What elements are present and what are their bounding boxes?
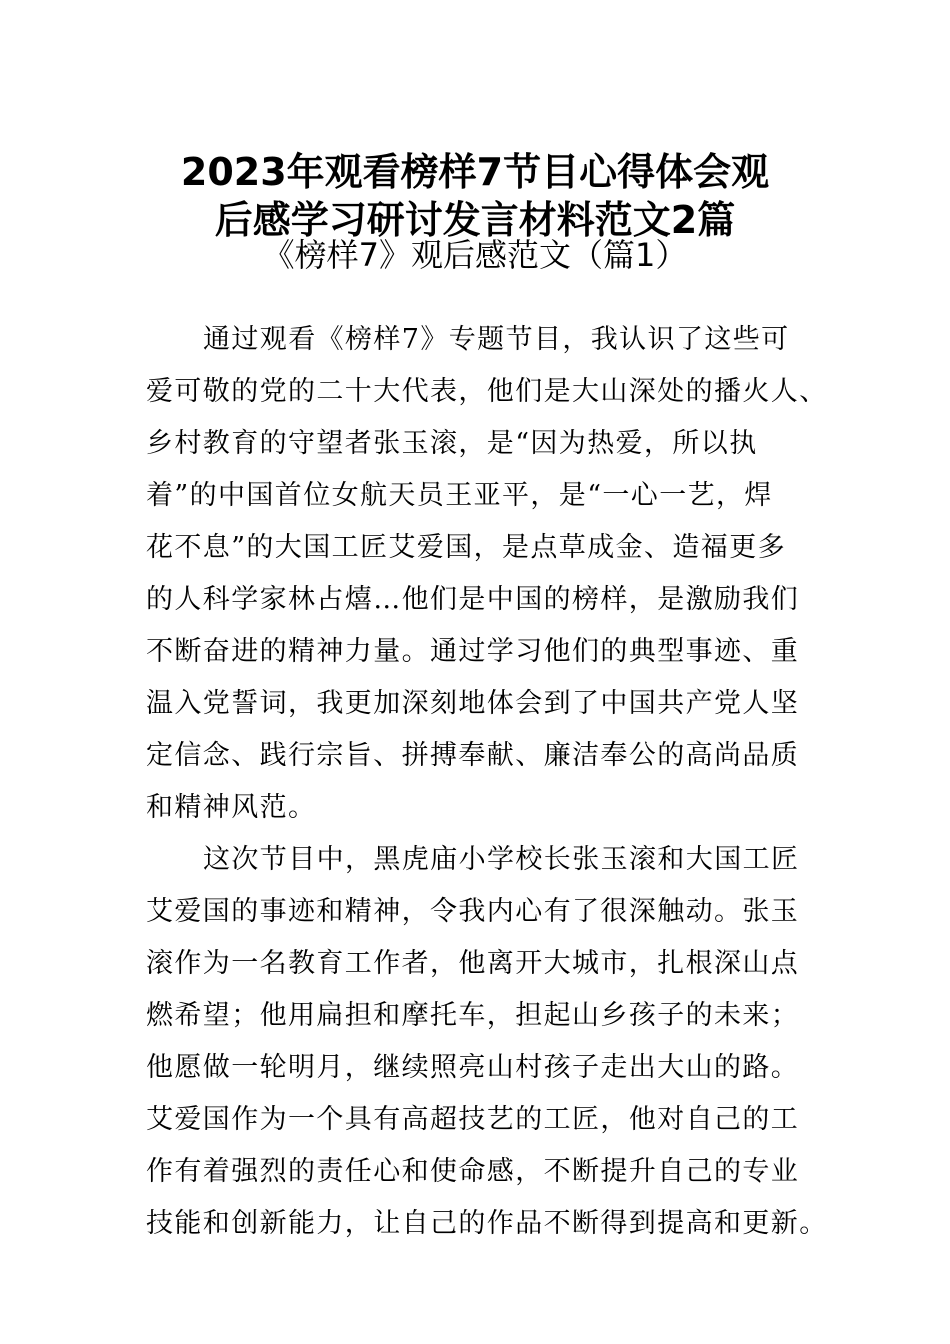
paragraph-1-line: 着”的中国首位女航天员王亚平，是“一心一艺，焊 — [146, 480, 773, 511]
paragraph-1-line: 爱可敬的党的二十大代表，他们是大山深处的播火人、 — [146, 376, 828, 407]
paragraph-1-line: 花不息”的大国工匠艾爱国，是点草成金、造福更多 — [146, 532, 787, 563]
document-title-line-1: 2023年观看榜样7节目心得体会观 — [180, 150, 770, 194]
paragraph-2-line: 滚作为一名教育工作者，他离开大城市，扎根深山点 — [146, 948, 800, 979]
paragraph-1-line: 通过观看《榜样7》专题节目，我认识了这些可 — [203, 324, 790, 355]
section-heading: 《榜样7》观后感范文（篇1） — [262, 236, 688, 274]
paragraph-1-line: 定信念、践行宗旨、拼搏奉献、廉洁奉公的高尚品质 — [146, 740, 800, 771]
paragraph-1-line: 的人科学家林占熺…他们是中国的榜样，是激励我们 — [146, 584, 800, 615]
paragraph-2-line: 技能和创新能力，让自己的作品不断得到提高和更新。 — [146, 1208, 828, 1239]
paragraph-2-line: 艾爱国的事迹和精神，令我内心有了很深触动。张玉 — [146, 896, 800, 927]
paragraph-1-line: 不断奋进的精神力量。通过学习他们的典型事迹、重 — [146, 636, 800, 667]
paragraph-2-line: 作有着强烈的责任心和使命感，不断提升自己的专业 — [146, 1156, 800, 1187]
paragraph-2-line: 这次节目中，黑虎庙小学校长张玉滚和大国工匠 — [203, 844, 800, 875]
paragraph-1-line: 和精神风范。 — [146, 792, 317, 823]
paragraph-1-line: 温入党誓词，我更加深刻地体会到了中国共产党人坚 — [146, 688, 800, 719]
paragraph-1-line: 乡村教育的守望者张玉滚，是“因为热爱，所以执 — [146, 428, 758, 459]
paragraph-2-line: 燃希望；他用扁担和摩托车，担起山乡孩子的未来； — [146, 1000, 800, 1031]
paragraph-2-line: 艾爱国作为一个具有高超技艺的工匠，他对自己的工 — [146, 1104, 800, 1135]
document-title-line-2: 后感学习研讨发言材料范文2篇 — [214, 198, 736, 242]
paragraph-2-line: 他愿做一轮明月，继续照亮山村孩子走出大山的路。 — [146, 1052, 800, 1083]
